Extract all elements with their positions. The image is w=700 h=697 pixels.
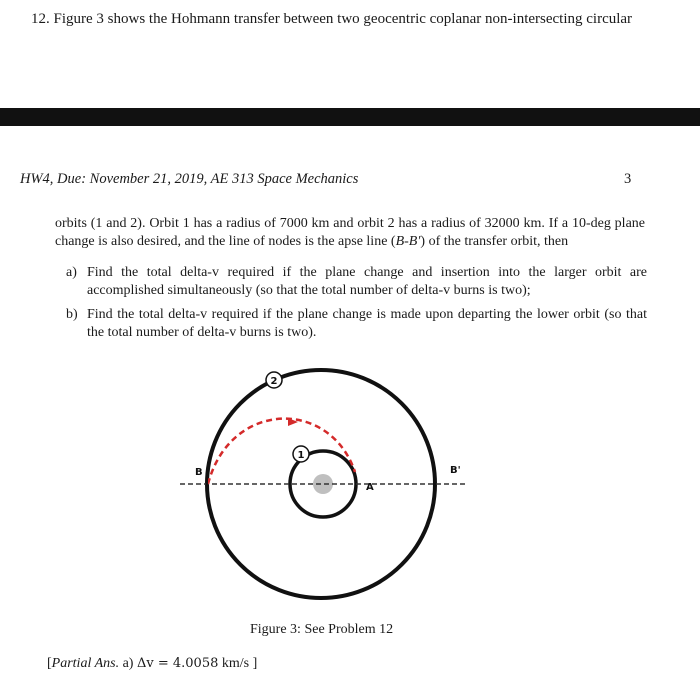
page-number: 3 <box>624 171 632 187</box>
item-label: b) <box>66 307 78 322</box>
question-item-b <box>66 306 651 346</box>
apse-line-label: B-B′ <box>395 234 421 249</box>
outer-orbit-label: 2 <box>270 376 278 387</box>
item-text: Find the total delta-v required if the plane change is made upon departing the lower orbit (so that the total number of delta-v burns is two). <box>87 307 647 340</box>
point-B-label: B <box>195 467 203 478</box>
inner-orbit-label: 1 <box>297 450 305 461</box>
item-text: Find the total delta-v required if the plane change and insertion into the larger orbit are accomplished simultaneously (so that the total number of delta-v burns is two); <box>87 265 647 298</box>
answer-part: a) <box>122 656 134 671</box>
paragraph-text-2: ) of the transfer orbit, then <box>420 234 569 249</box>
figure-caption: Figure 3: See Problem 12 <box>250 622 394 637</box>
hohmann-transfer-figure <box>170 360 470 620</box>
page-header-title: HW4, Due: November 21, 2019, AE 313 Space Mechanics <box>20 171 359 187</box>
problem-paragraph <box>55 215 645 251</box>
problem-number: 12. <box>31 11 50 27</box>
answer-label: Partial Ans. <box>51 656 120 671</box>
partial-answer <box>47 656 257 672</box>
paragraph-text-1: orbits (1 and 2). Orbit 1 has a radius of 7000 km and orbit 2 has a radius of 32000 km. If a 10-deg plane change is also desired, and the line of nodes is the apse line ( <box>55 216 645 249</box>
point-B-prime-label: B' <box>450 465 461 476</box>
answer-open-bracket: [ <box>47 656 52 671</box>
page-separator-band <box>0 108 700 126</box>
point-A-label: A <box>366 482 374 493</box>
problem-text: Figure 3 shows the Hohmann transfer between two geocentric coplanar non-intersecting circular <box>53 11 633 27</box>
problem-statement-start <box>31 11 632 28</box>
question-item-a <box>66 264 651 304</box>
answer-value: Δv = 4.0058 <box>136 656 219 671</box>
item-label: a) <box>66 265 77 280</box>
answer-unit: km/s <box>221 656 250 671</box>
answer-close-bracket: ] <box>252 656 258 671</box>
